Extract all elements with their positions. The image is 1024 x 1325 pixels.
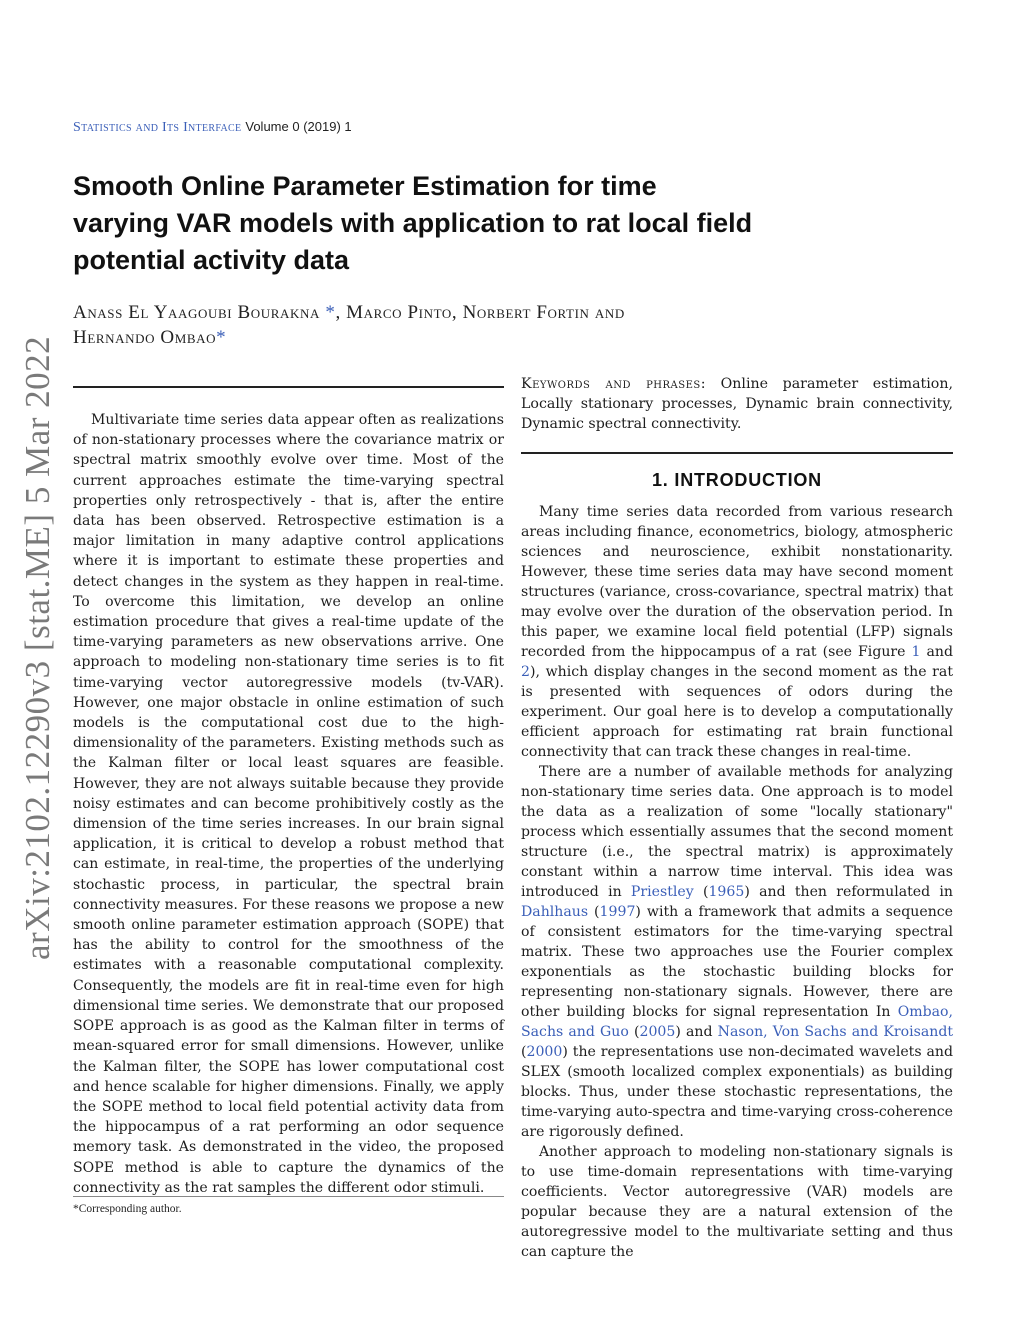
journal-header xyxy=(73,119,352,136)
section-heading-introduction: 1. INTRODUCTION xyxy=(651,470,822,490)
corresponding-author-mark[interactable]: * xyxy=(216,327,227,348)
author-name: Marco Pinto xyxy=(346,302,452,323)
citation-year-link[interactable]: 1965 xyxy=(708,884,745,900)
figure-ref-link[interactable]: 2 xyxy=(521,664,530,680)
citation-link[interactable]: Ombao, Sachs and Guo xyxy=(521,1004,953,1040)
author-list xyxy=(73,300,693,350)
journal-name-link[interactable]: Statistics and Its Interface xyxy=(73,120,242,135)
citation-link[interactable]: Dahlhaus xyxy=(521,904,589,920)
author-name: Hernando Ombao xyxy=(73,327,217,348)
abstract-text: Multivariate time series data appear often as realizations of non-stationary processes where the covariance matrix or spectral matrix smoothly evolve over time. Most of the current approaches estimate the time-varying spectral properties only retrospectively - that is, after the entire data has been observed. Retrospective estimation is a major limitation in many adaptive control applications where it is important to estimate these properties and detect changes in the system as they happen in real-time. To overcome this limitation, we develop an online estimation procedure that gives a real-time update of the time-varying parameters as new observations arrive. One approach to modeling non-stationary time series is to fit time-varying vector autoregressive models (tv-VAR). However, one major obstacle in online estimation of such models is the computational cost due to the high-dimensionality of the parameters. Existing methods such as the Kalman filter or local least squares are feasible. However, they are not always suitable because they provide noisy estimates and can become prohibitively costly as the dimension of the time series increases. In our brain signal application, it is critical to develop a robust method that can estimate, in real-time, the properties of the underlying stochastic process, in particular, the spectral brain connectivity measures. For these reasons we propose a new smooth online parameter estimation approach (SOPE) that has the ability to control for the smoothness of the estimates with a reasonable computational complexity. Consequently, the models are fit in real-time even for high dimensional time series. We demonstrate that our proposed SOPE approach is as good as the Kalman filter in terms of mean-squared error for small dimensions. However, unlike the Kalman filter, the SOPE has lower computational cost and hence scalable for higher dimensions. Finally, we apply the SOPE method to local field potential activity data from the hippocampus of a rat performing an odor sequence memory task. As demonstrated in the video, the proposed SOPE method is able to capture the dynamics of the connectivity as the rat samples the different odor stimuli. xyxy=(73,412,504,1196)
citation-link[interactable]: Nason, Von Sachs and Kroisandt xyxy=(717,1024,954,1040)
author-separator: , xyxy=(451,302,463,323)
author-separator: and xyxy=(589,302,625,323)
keywords-label: Keywords and phrases: xyxy=(521,376,707,392)
journal-volume: Volume 0 (2019) 1 xyxy=(245,119,352,134)
author-name: Norbert Fortin xyxy=(462,302,590,323)
abstract-top-rule xyxy=(73,386,504,388)
abstract xyxy=(73,410,504,1198)
author-name: Anass El Yaagoubi Bourakna xyxy=(73,302,320,323)
citation-year-link[interactable]: 2005 xyxy=(639,1024,676,1040)
intro-paragraph: Another approach to modeling non-stationary signals is to use time-domain representations with time-varying coefficients. Vector autoregressive (VAR) models are popular because they are a natural extension of the autoregressive model to the multivariate setting and thus can capture the xyxy=(521,1144,953,1260)
citation-year-link[interactable]: 2000 xyxy=(526,1044,563,1060)
figure-ref-link[interactable]: 1 xyxy=(911,644,921,660)
intro-paragraph: There are a number of available methods for analyzing non-stationary time series data. One approach is to model the data as a realization of some "locally stationary" process which essentially assumes that the second moment structure (i.e., the spectral matrix) is approximately constant within a narrow time interval. This idea was introduced in Priestley (1965) and then reformulated in Dahlhaus (1997) with a framework that admits a sequence of consistent estimators for the time-varying spectral matrix. These two approaches use the Fourier complex exponentials as the stochastic building blocks for representing non-stationary signals. However, there are other building blocks for signal representation In Ombao, Sachs and Guo (2005) and Nason, Von Sachs and Kroisandt (2000) the representations use non-decimated wavelets and SLEX (smooth localized complex exponentials) as building blocks. Thus, under these stochastic representations, the time-varying auto-spectra and time-varying cross-coherence are rigorously defined. xyxy=(521,764,954,1140)
citation-year-link[interactable]: 1997 xyxy=(599,904,636,920)
keywords-text: Online parameter estimation, Locally stationary processes, Dynamic brain connectivity, Dynamic spectral connectivity. xyxy=(521,376,953,433)
arxiv-identifier-stamp: arXiv:2102.12290v3 [stat.ME] 5 Mar 2022 xyxy=(18,335,57,960)
keywords xyxy=(521,374,953,435)
corresponding-author-mark[interactable]: * xyxy=(325,302,336,323)
author-separator: , xyxy=(335,302,347,323)
introduction-body xyxy=(521,502,953,1262)
citation-link[interactable]: Priestley xyxy=(630,884,694,900)
intro-paragraph: Many time series data recorded from various research areas including finance, econometrics, biology, atmospheric sciences and neuroscience, exhibit nonstationarity. However, these time series data may have second moment structures (variance, cross-covariance, spectral matrix) that may evolve over the duration of the observation period. In this paper, we examine local field potential (LFP) signals recorded from the hippocampus of a rat (see Figure 1 and 2), which display changes in the second moment as the rat is presented with sequences of odors during the experiment. Our goal here is to develop a computationally efficient approach for estimating rat brain functional connectivity that can track these changes in real-time. xyxy=(521,504,954,760)
footnote-rule xyxy=(73,1196,504,1197)
footnote: *Corresponding author. xyxy=(73,1203,182,1215)
keywords-bottom-rule xyxy=(521,452,953,454)
paper-title: Smooth Online Parameter Estimation for time varying VAR models with application to rat local field potential activity data xyxy=(73,171,753,275)
